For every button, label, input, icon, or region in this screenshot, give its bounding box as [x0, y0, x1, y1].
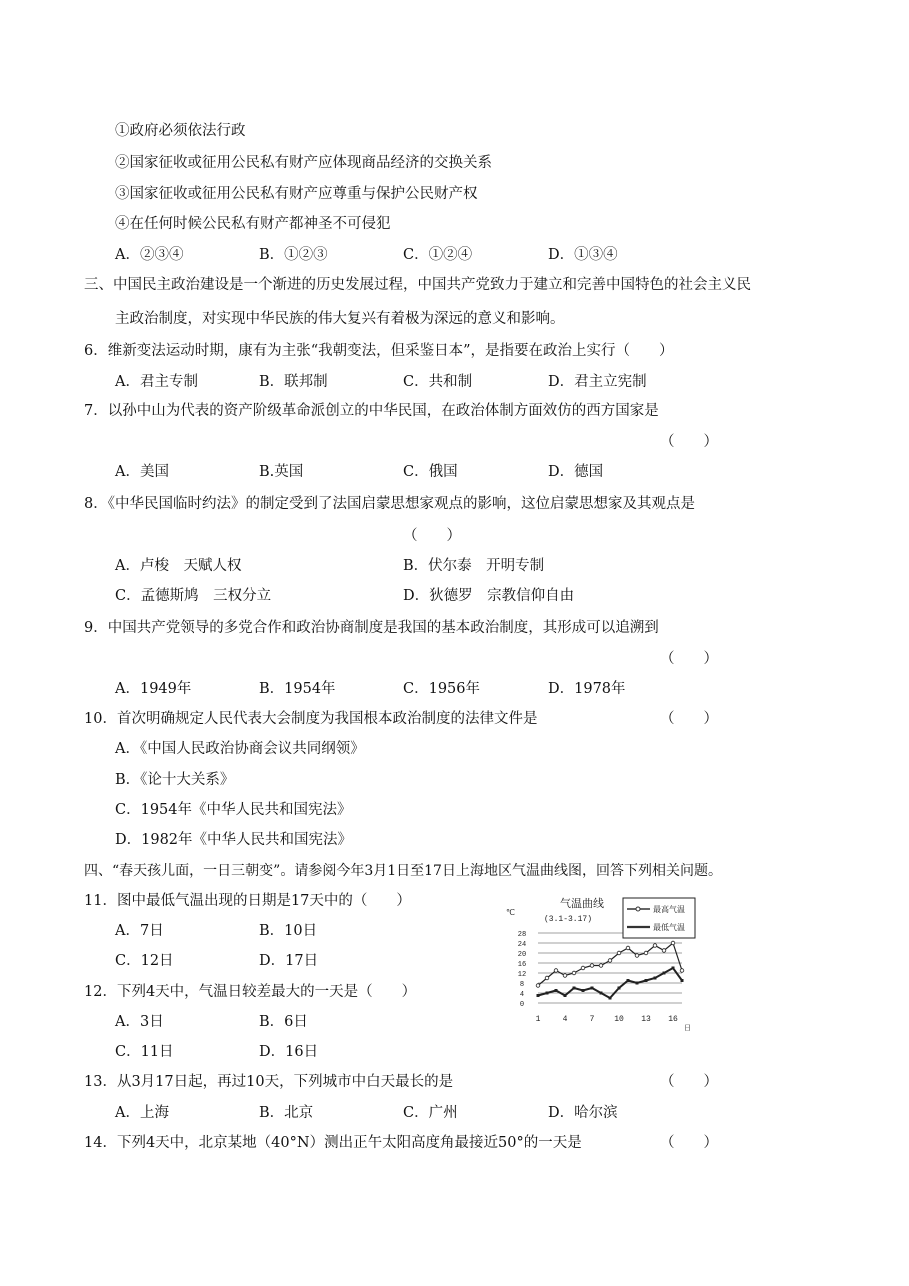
chart-legend	[623, 898, 695, 938]
chart-title: 气温曲线	[560, 898, 604, 910]
min-temp-point	[591, 987, 594, 990]
y-axis-unit: ℃	[506, 908, 515, 917]
q10-option-c[interactable]: C．1954年《中华人民共和国宪法》	[115, 802, 352, 818]
q12-option-c[interactable]: C．11日	[115, 1044, 174, 1060]
max-temp-point	[626, 946, 630, 950]
min-temp-point	[573, 987, 576, 990]
temperature-chart	[500, 893, 700, 1033]
q6-option-a[interactable]: A．君主专制	[115, 374, 198, 390]
y-tick-label: 28	[517, 931, 527, 939]
q10-answer-paren[interactable]: （ ）	[660, 711, 718, 727]
max-temp-point	[662, 949, 666, 953]
legend-min-label: 最低气温	[653, 923, 685, 932]
min-temp-point	[663, 972, 666, 975]
min-temp-point	[564, 994, 567, 997]
max-temp-point	[608, 959, 612, 963]
q5-option-c[interactable]: C．①②④	[403, 247, 473, 263]
q10-option-b[interactable]: B．《论十大关系》	[115, 772, 235, 788]
q6-stem: 6．维新变法运动时期，康有为主张“我朝变法，但采鉴日本”，是指要在政治上实行（ ）	[84, 343, 674, 359]
x-tick-label: 16	[668, 1015, 678, 1024]
q9-option-d[interactable]: D．1978年	[548, 681, 626, 697]
min-temp-point	[546, 992, 549, 995]
x-tick-label: 1	[535, 1015, 541, 1024]
y-tick-label: 20	[517, 951, 527, 959]
q13-option-d[interactable]: D．哈尔滨	[548, 1105, 618, 1121]
q12-option-b[interactable]: B．6日	[259, 1014, 308, 1030]
x-tick-label: 10	[614, 1015, 624, 1024]
y-tick-label: 8	[519, 981, 525, 989]
q12-option-a[interactable]: A．3日	[115, 1014, 164, 1030]
min-temp-point	[600, 992, 603, 995]
section-4-heading: 四、“春天孩儿面，一日三朝变”。请参阅今年3月1日至17日上海地区气温曲线图，回答下列相关问题。	[84, 863, 722, 879]
max-temp-point	[572, 971, 576, 975]
q5-option-a[interactable]: A．②③④	[115, 247, 184, 263]
max-temp-point	[581, 966, 585, 970]
q9-option-b[interactable]: B．1954年	[259, 681, 336, 697]
max-temp-point	[554, 969, 558, 973]
q5-option-d[interactable]: D．①③④	[548, 247, 618, 263]
min-temp-point	[645, 979, 648, 982]
min-temp-point	[627, 979, 630, 982]
y-tick-label: 4	[519, 991, 525, 999]
max-temp-point	[599, 964, 603, 968]
q6-option-b[interactable]: B．联邦制	[259, 374, 328, 390]
section-3-heading: 三、中国民主政治建设是一个渐进的历史发展过程，中国共产党致力于建立和完善中国特色的社会主义民	[84, 277, 751, 293]
legend-max-marker	[636, 907, 640, 911]
statement-2: ②国家征收或征用公民私有财产应体现商品经济的交换关系	[115, 155, 492, 171]
x-tick-label: 4	[562, 1015, 568, 1024]
q11-stem: 11．图中最低气温出现的日期是17天中的（ ）	[84, 893, 411, 909]
max-temp-point	[536, 984, 540, 988]
y-tick-label: 0	[519, 1001, 525, 1009]
max-temp-point	[644, 951, 648, 955]
min-temp-point	[609, 997, 612, 1000]
y-tick-label: 12	[517, 971, 527, 979]
max-temp-point	[545, 976, 549, 980]
statement-4: ④在任何时候公民私有财产都神圣不可侵犯	[115, 216, 391, 232]
q13-option-c[interactable]: C．广州	[403, 1105, 458, 1121]
min-temp-point	[555, 989, 558, 992]
q9-option-c[interactable]: C．1956年	[403, 681, 480, 697]
min-temp-point	[681, 979, 684, 982]
q11-option-a[interactable]: A．7日	[115, 923, 164, 939]
q11-option-d[interactable]: D．17日	[259, 953, 319, 969]
y-tick-label: 16	[517, 961, 527, 969]
max-temp-point	[671, 941, 675, 945]
x-axis-unit: 日	[684, 1025, 691, 1032]
q14-stem: 14．下列4天中，北京某地（40°N）测出正午太阳高度角最接近50°的一天是	[84, 1135, 582, 1151]
q10-option-a[interactable]: A．《中国人民政治协商会议共同纲领》	[115, 741, 365, 757]
q7-option-b[interactable]: B.英国	[259, 464, 304, 480]
max-temp-point	[635, 954, 639, 958]
max-temp-point	[680, 969, 684, 973]
q11-option-b[interactable]: B．10日	[259, 923, 318, 939]
q13-stem: 13．从3月17日起，再过10天，下列城市中白天最长的是	[84, 1074, 454, 1090]
q9-stem: 9．中国共产党领导的多党合作和政治协商制度是我国的基本政治制度，其形成可以追溯到	[84, 620, 659, 636]
q13-option-b[interactable]: B．北京	[259, 1105, 314, 1121]
min-temp-point	[537, 994, 540, 997]
q10-stem: 10．首次明确规定人民代表大会制度为我国根本政治制度的法律文件是	[84, 711, 538, 727]
x-tick-label: 13	[641, 1015, 651, 1024]
legend-box	[623, 898, 695, 938]
q6-option-d[interactable]: D．君主立宪制	[548, 374, 647, 390]
max-temp-point	[617, 951, 621, 955]
min-temp-point	[636, 982, 639, 985]
q13-option-a[interactable]: A．上海	[115, 1105, 169, 1121]
q9-answer-paren[interactable]: （ ）	[660, 651, 718, 667]
y-tick-label: 24	[517, 941, 527, 949]
q13-answer-paren[interactable]: （ ）	[660, 1074, 718, 1090]
legend-max-label: 最高气温	[653, 905, 685, 914]
q8-option-a[interactable]: A．卢梭 天赋人权	[115, 558, 242, 574]
chart-subtitle: (3.1-3.17)	[544, 915, 593, 924]
q12-stem: 12．下列4天中，气温日较差最大的一天是（ ）	[84, 984, 417, 1000]
q7-stem: 7．以孙中山为代表的资产阶级革命派创立的中华民国，在政治体制方面效仿的西方国家是	[84, 403, 659, 419]
x-tick-label: 7	[589, 1015, 595, 1024]
q6-option-c[interactable]: C．共和制	[403, 374, 473, 390]
max-temp-point	[653, 944, 657, 948]
section-3-heading-cont: 主政治制度，对实现中华民族的伟大复兴有着极为深远的意义和影响。	[115, 311, 565, 327]
min-temp-point	[582, 989, 585, 992]
statement-3: ③国家征收或征用公民私有财产应尊重与保护公民财产权	[115, 186, 478, 202]
q8-option-d[interactable]: D．狄德罗 宗教信仰自由	[403, 588, 575, 604]
max-temp-point	[563, 974, 567, 978]
statement-1: ①政府必须依法行政	[115, 123, 246, 139]
q12-option-d[interactable]: D．16日	[259, 1044, 319, 1060]
q8-option-c[interactable]: C．孟德斯鸠 三权分立	[115, 588, 272, 604]
q7-option-a[interactable]: A．美国	[115, 464, 169, 480]
min-temp-point	[672, 967, 675, 970]
q8-answer-paren[interactable]: （ ）	[403, 528, 461, 544]
q11-option-c[interactable]: C．12日	[115, 953, 174, 969]
q10-option-d[interactable]: D．1982年《中华人民共和国宪法》	[115, 832, 353, 848]
q7-answer-paren[interactable]: （ ）	[660, 434, 718, 450]
q8-option-b[interactable]: B．伏尔泰 开明专制	[403, 558, 545, 574]
max-temp-point	[590, 964, 594, 968]
q7-option-c[interactable]: C．俄国	[403, 464, 458, 480]
q14-answer-paren[interactable]: （ ）	[660, 1135, 718, 1151]
q5-option-b[interactable]: B．①②③	[259, 247, 328, 263]
q9-option-a[interactable]: A．1949年	[115, 681, 192, 697]
q7-option-d[interactable]: D．德国	[548, 464, 604, 480]
min-temp-point	[654, 977, 657, 980]
min-temp-point	[618, 987, 621, 990]
q8-stem: 8．《中华民国临时约法》的制定受到了法国启蒙思想家观点的影响，这位启蒙思想家及其观点是	[84, 496, 695, 512]
